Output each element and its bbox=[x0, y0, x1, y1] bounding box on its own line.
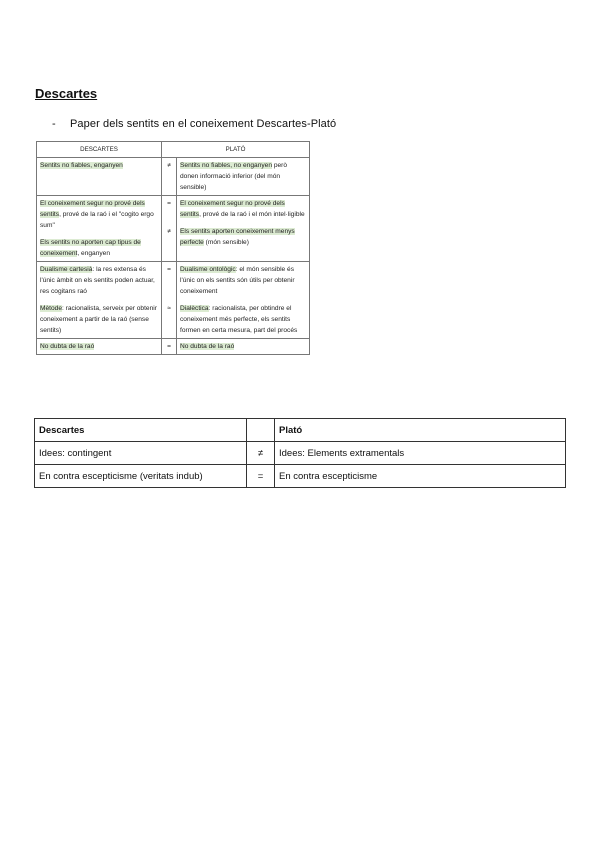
comparison-table-image bbox=[36, 141, 310, 355]
document-heading: Descartes bbox=[35, 86, 98, 101]
cell-paragraph bbox=[180, 160, 306, 193]
table2-cell-descartes: En contra escepticisme (veritats indub) bbox=[35, 465, 247, 488]
highlighted-text: Dualisme cartesià bbox=[40, 266, 93, 273]
table-row bbox=[37, 196, 310, 262]
cell-text: , enganyen bbox=[77, 250, 111, 257]
highlighted-text: Els sentits aporten coneixement menys perfecte bbox=[180, 228, 295, 246]
table1-cell-symbol bbox=[162, 158, 177, 196]
table1-cell-plato bbox=[177, 196, 310, 262]
table2-header-symbol bbox=[247, 419, 275, 442]
table2-header-descartes: Descartes bbox=[35, 419, 247, 442]
cell-paragraph bbox=[180, 198, 306, 220]
comparison-symbol: ≈ bbox=[167, 305, 171, 312]
table2-cell-plato: Idees: Elements extramentals bbox=[275, 442, 566, 465]
table1-cell-plato bbox=[177, 158, 310, 196]
cell-text: : racionalista, serveix per obtenir coneixement a partir de la raó (sense sentits) bbox=[40, 305, 157, 334]
table1-cell-plato bbox=[177, 262, 310, 339]
table1-cell-descartes bbox=[37, 339, 162, 355]
table-row bbox=[35, 442, 566, 465]
highlighted-text: Sentits no fiables, no enganyen bbox=[180, 162, 273, 169]
comparison-symbol: = bbox=[167, 200, 171, 207]
cell-paragraph bbox=[40, 264, 158, 297]
cell-text: , prové de la raó i el "cogito ergo sum" bbox=[40, 211, 154, 229]
cell-text: : la res extensa és l'únic àmbit on els sentits poden actuar, res cogitans raó bbox=[40, 266, 155, 295]
comparison-symbol: ≠ bbox=[167, 228, 171, 235]
cell-paragraph bbox=[180, 303, 306, 336]
table-row bbox=[37, 158, 310, 196]
bullet-text: Paper dels sentits en el coneixement Descartes-Plató bbox=[70, 118, 337, 130]
table2-cell-descartes: Idees: contingent bbox=[35, 442, 247, 465]
highlighted-text: Sentits no fiables, enganyen bbox=[40, 162, 123, 169]
comparison-symbol: = bbox=[167, 266, 171, 273]
table1-cell-plato bbox=[177, 339, 310, 355]
comparison-symbol: ≠ bbox=[167, 162, 171, 169]
cell-paragraph bbox=[40, 341, 158, 352]
table1-header-descartes: DESCARTES bbox=[37, 142, 162, 158]
cell-paragraph bbox=[180, 341, 306, 352]
cell-paragraph bbox=[180, 264, 306, 297]
table-row bbox=[37, 339, 310, 355]
cell-text: : el món sensible és l'únic on els sentits són útils per obtenir coneixement bbox=[180, 266, 295, 295]
highlighted-text: No dubta de la raó bbox=[40, 343, 95, 350]
table1-cell-descartes bbox=[37, 196, 162, 262]
cell-paragraph bbox=[40, 303, 158, 336]
highlighted-text: Dualisme ontològic bbox=[180, 266, 236, 273]
comparison-table bbox=[34, 418, 566, 488]
table1-body bbox=[37, 158, 310, 355]
table2-cell-symbol: = bbox=[247, 465, 275, 488]
cell-text: , prové de la raó i el món intel·ligible bbox=[199, 211, 305, 218]
cell-paragraph bbox=[40, 198, 158, 231]
highlighted-text: Dialèctica bbox=[180, 305, 209, 312]
table1-cell-descartes bbox=[37, 262, 162, 339]
cell-paragraph bbox=[40, 237, 158, 259]
table1-cell-symbol bbox=[162, 262, 177, 339]
highlighted-text: Mètode bbox=[40, 305, 62, 312]
table1-cell-symbol bbox=[162, 196, 177, 262]
cell-text: (món sensible) bbox=[203, 239, 249, 246]
highlighted-text: No dubta de la raó bbox=[180, 343, 235, 350]
comparison-symbol: = bbox=[167, 343, 171, 350]
cell-text: : racionalista, per obtindre el coneixement més perfecte, els sentits formen en certa mesura, part del procés bbox=[180, 305, 298, 334]
table1-cell-descartes bbox=[37, 158, 162, 196]
table-row bbox=[37, 262, 310, 339]
highlighted-text: El coneixement segur no prové dels sentits bbox=[40, 200, 145, 218]
bullet-dash: - bbox=[52, 118, 56, 130]
table2-header-row bbox=[35, 419, 566, 442]
highlighted-text: Els sentits no aporten cap tipus de coneixement bbox=[40, 239, 141, 257]
table1-header-row bbox=[37, 142, 310, 158]
cell-paragraph bbox=[40, 160, 158, 171]
highlighted-text: El coneixement segur no prové dels sentits bbox=[180, 200, 285, 218]
table2-cell-plato: En contra escepticisme bbox=[275, 465, 566, 488]
table1-cell-symbol bbox=[162, 339, 177, 355]
table2-cell-symbol: ≠ bbox=[247, 442, 275, 465]
table1-header-plato: PLATÓ bbox=[162, 142, 310, 158]
table2-header-plato: Plató bbox=[275, 419, 566, 442]
cell-text: però donen informació inferior (del món sensible) bbox=[180, 162, 288, 191]
bullet-item bbox=[52, 118, 336, 130]
cell-paragraph bbox=[180, 226, 306, 248]
table-row bbox=[35, 465, 566, 488]
